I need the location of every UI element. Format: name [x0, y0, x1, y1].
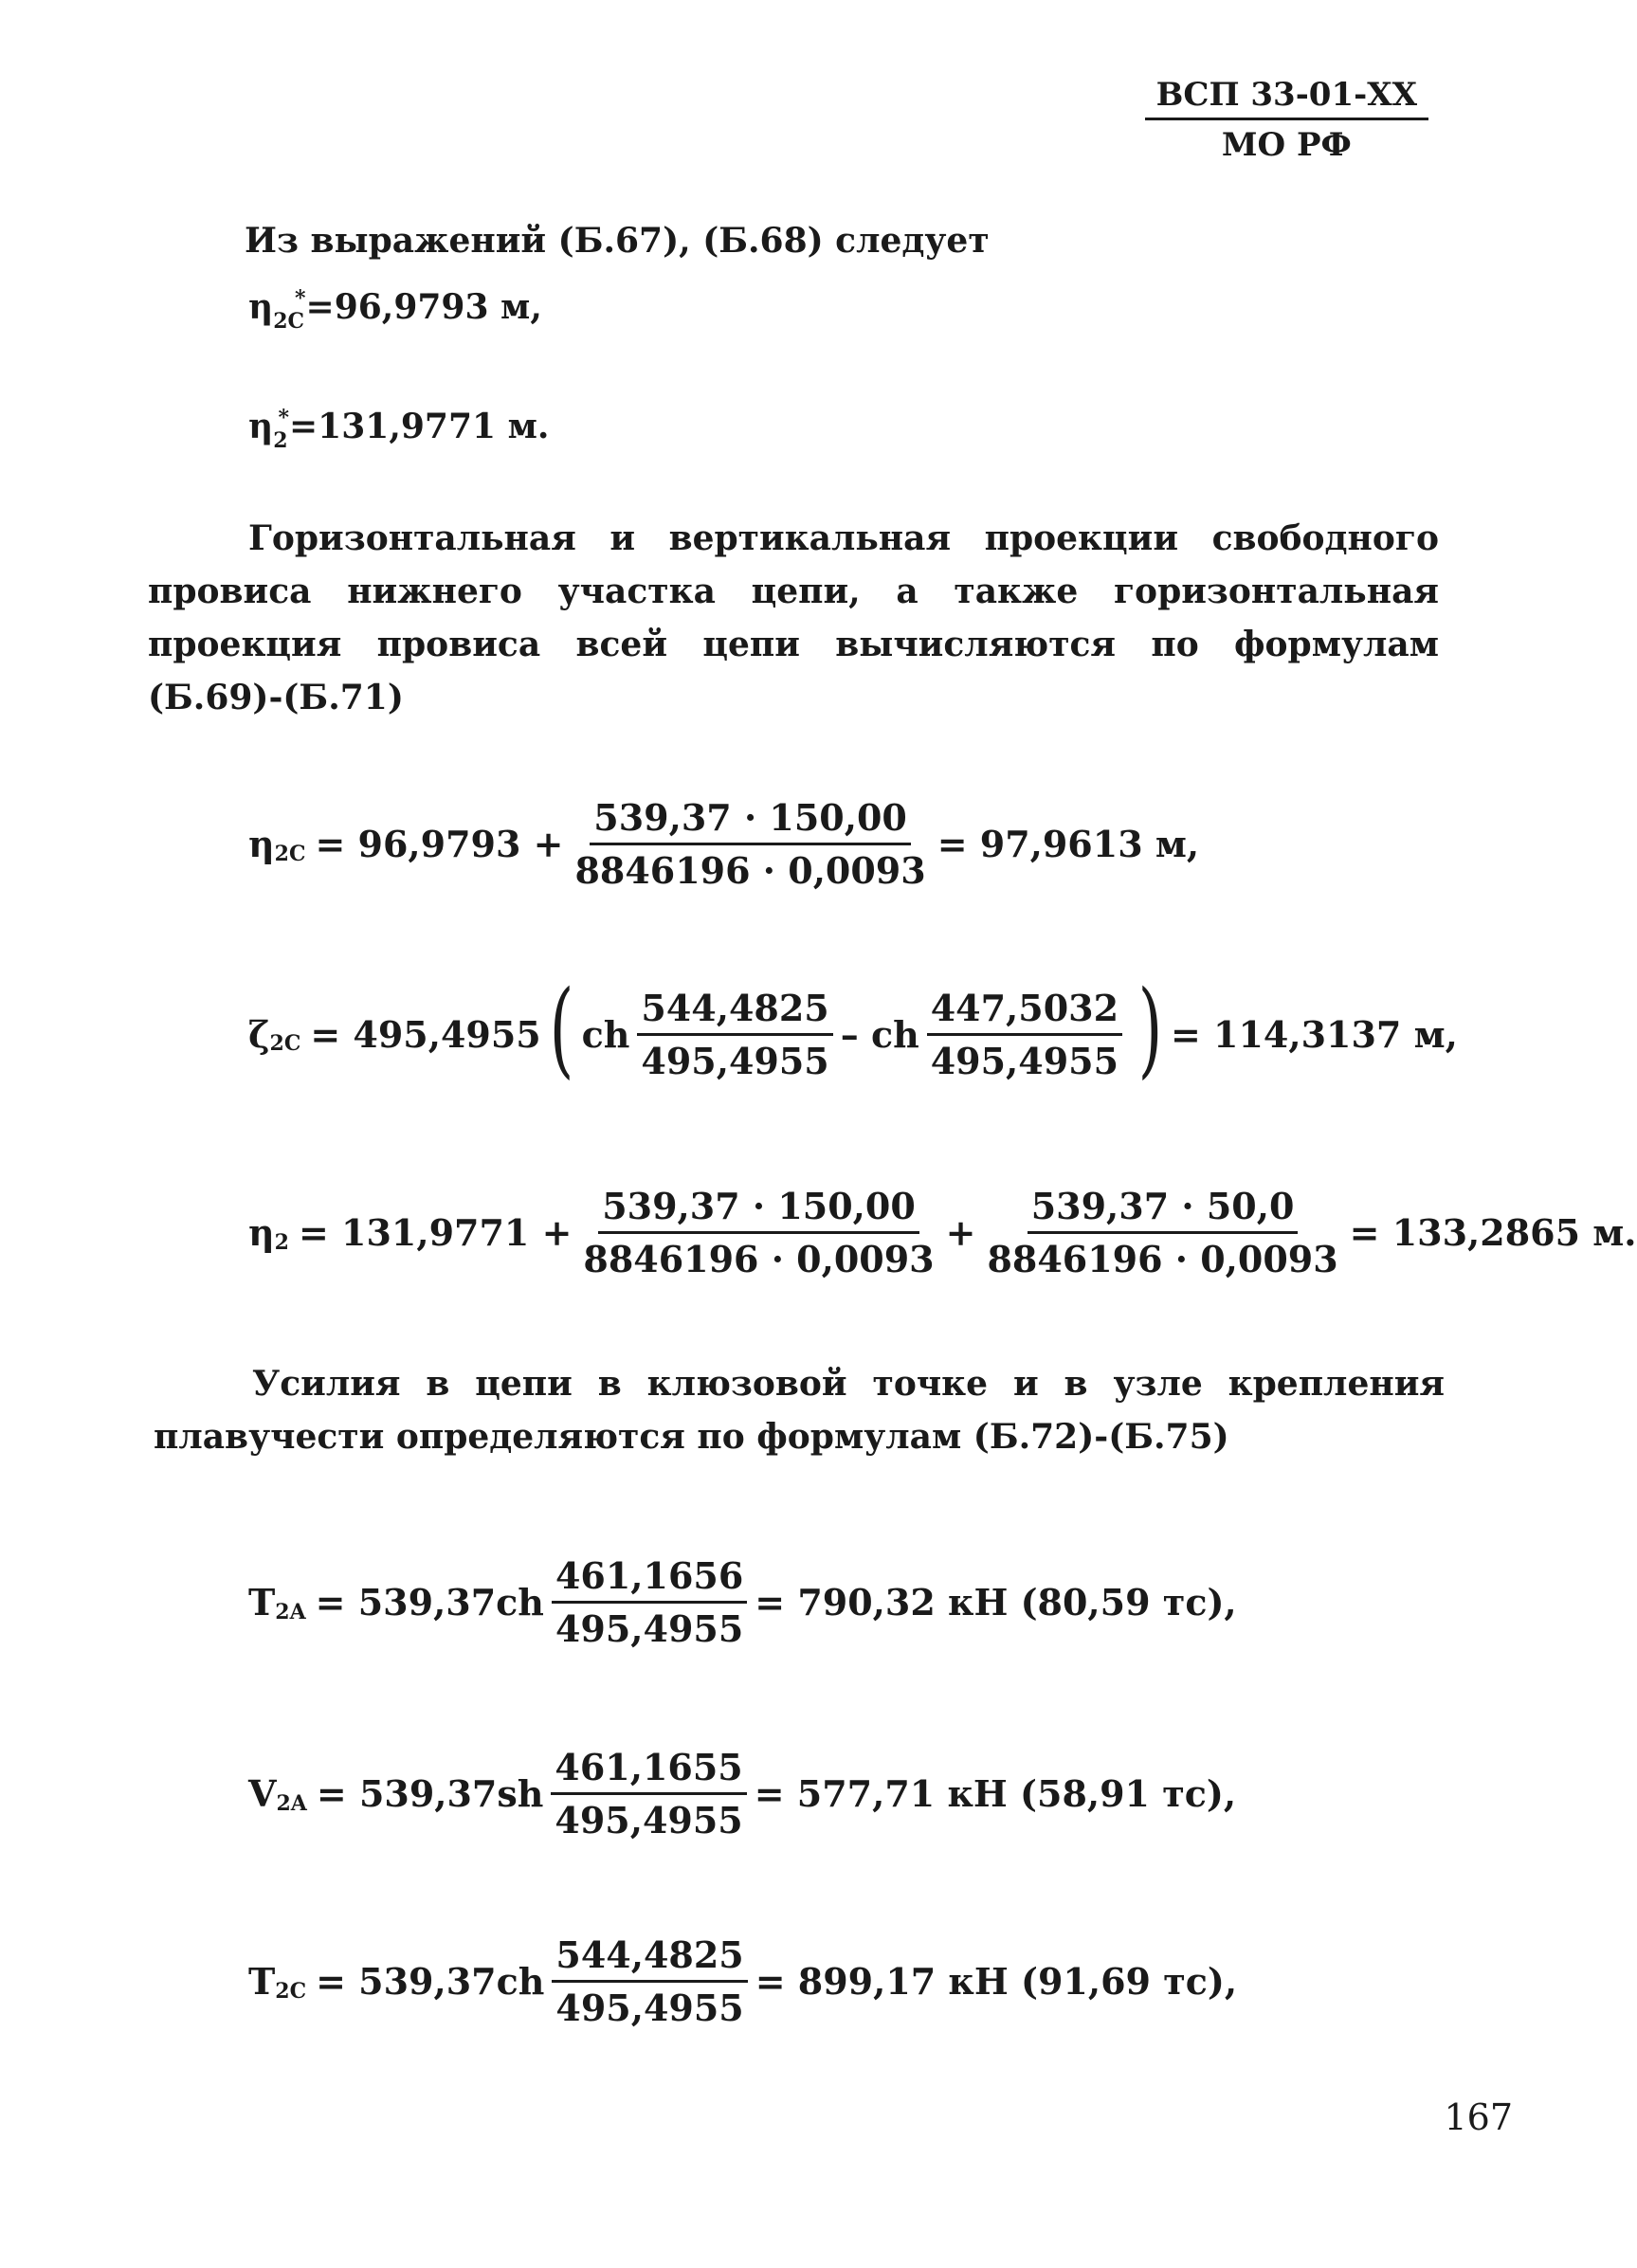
f2-denominator-2: 495,4955	[930, 1039, 1119, 1082]
f2-numerator-1: 544,4825	[637, 987, 832, 1036]
document-header	[1145, 76, 1428, 164]
eq-subscript: 2С	[273, 309, 305, 334]
f6-lhs: = 539,37ch	[316, 1960, 545, 2003]
intro-text: Из выражений (Б.67), (Б.68) следует	[245, 221, 990, 261]
document-code: ВСП 33-01-XX	[1145, 76, 1428, 120]
eq-rhs: =131,9771 м.	[289, 407, 550, 446]
f3-symbol: η	[248, 1211, 275, 1254]
f6-numerator: 544,4825	[552, 1933, 747, 1983]
f6-rhs: = 899,17 кН (91,69 тс),	[755, 1960, 1238, 2003]
formula-t2a	[248, 1554, 1237, 1650]
f2-left-paren: (	[549, 968, 574, 1089]
formula-t2c	[248, 1933, 1237, 2029]
f3-fraction-1	[579, 1185, 937, 1280]
eq-superscript: *	[278, 406, 290, 430]
formula-zeta2c	[248, 968, 1458, 1089]
f5-rhs: = 577,71 кН (58,91 тс),	[754, 1772, 1237, 1815]
f4-denominator: 495,4955	[555, 1607, 744, 1650]
eq-symbol: η	[248, 287, 274, 327]
f1-denominator: 8846196 · 0,0093	[574, 849, 926, 892]
f1-symbol: η	[248, 823, 275, 865]
f3-denominator-2: 8846196 · 0,0093	[987, 1238, 1338, 1280]
f4-fraction	[552, 1554, 747, 1650]
f4-numerator: 461,1656	[552, 1554, 747, 1604]
f2-fraction-1	[637, 987, 832, 1082]
f2-ch: ch	[581, 1012, 630, 1056]
f2-rhs: = 114,3137 м,	[1170, 1012, 1458, 1056]
f4-subscript: 2A	[275, 1599, 306, 1624]
f2-subscript: 2С	[269, 1031, 301, 1056]
equation-eta2-star	[248, 406, 550, 453]
document-organization: МО РФ	[1221, 126, 1352, 164]
eq-subscript: 2	[273, 428, 288, 453]
f2-denominator-1: 495,4955	[641, 1039, 829, 1082]
f2-symbol: ζ	[248, 1012, 270, 1056]
f2-right-paren: )	[1137, 968, 1163, 1089]
f3-numerator-1: 539,37 · 150,00	[598, 1185, 919, 1234]
f4-symbol: T	[248, 1581, 276, 1624]
f2-lhs: = 495,4955	[310, 1012, 541, 1056]
f5-lhs: = 539,37sh	[316, 1772, 544, 1815]
f1-fraction	[571, 796, 929, 892]
f4-rhs: = 790,32 кН (80,59 тс),	[755, 1581, 1237, 1624]
f6-denominator: 495,4955	[555, 1987, 744, 2029]
f1-lhs: = 96,9793 +	[315, 823, 564, 865]
f5-symbol: V	[248, 1772, 277, 1815]
f6-subscript: 2С	[275, 1978, 307, 2004]
f3-denominator-1: 8846196 · 0,0093	[583, 1238, 935, 1280]
eq-rhs: =96,9793 м,	[305, 287, 542, 327]
f5-numerator: 461,1655	[551, 1746, 746, 1795]
f6-fraction	[552, 1933, 747, 2029]
f1-numerator: 539,37 · 150,00	[590, 796, 911, 845]
f3-fraction-2	[983, 1185, 1341, 1280]
paragraph-forces	[154, 1357, 1445, 1463]
page-number: 167	[1444, 2096, 1513, 2138]
equation-eta2c-star	[248, 286, 542, 334]
formula-v2a	[248, 1746, 1236, 1842]
eq-superscript: *	[295, 286, 306, 311]
f3-rhs: = 133,2865 м.	[1349, 1211, 1637, 1254]
paragraph-projections: Горизонтальная и вертикальная проекции свободного провиса нижнего участка цепи, а также горизонтальная проекция провиса всей цепи вычисляются по формулам (Б.69)-(Б.71)	[148, 518, 1439, 717]
eq-symbol: η	[248, 407, 274, 446]
f2-numerator-2: 447,5032	[927, 987, 1122, 1036]
f4-lhs: = 539,37ch	[315, 1581, 544, 1624]
f3-numerator-2: 539,37 · 50,0	[1028, 1185, 1299, 1234]
f5-fraction	[551, 1746, 746, 1842]
formula-eta2c	[248, 796, 1199, 892]
paragraph-forces-text: Усилия в цепи в клюзовой точке и в узле крепления плавучести определяются по формулам (Б.72)-(Б.75)	[154, 1364, 1445, 1457]
f1-subscript: 2С	[274, 841, 306, 866]
f5-denominator: 495,4955	[555, 1799, 743, 1842]
formula-eta2	[248, 1185, 1637, 1280]
f6-symbol: T	[248, 1960, 276, 2003]
f5-subscript: 2A	[276, 1790, 307, 1816]
f2-fraction-2	[927, 987, 1122, 1082]
f1-rhs: = 97,9613 м,	[937, 823, 1200, 865]
f3-plus: +	[945, 1211, 976, 1254]
f3-subscript: 2	[274, 1229, 289, 1255]
f2-minus-ch: – ch	[840, 1012, 919, 1056]
f3-lhs: = 131,9771 +	[298, 1211, 573, 1254]
